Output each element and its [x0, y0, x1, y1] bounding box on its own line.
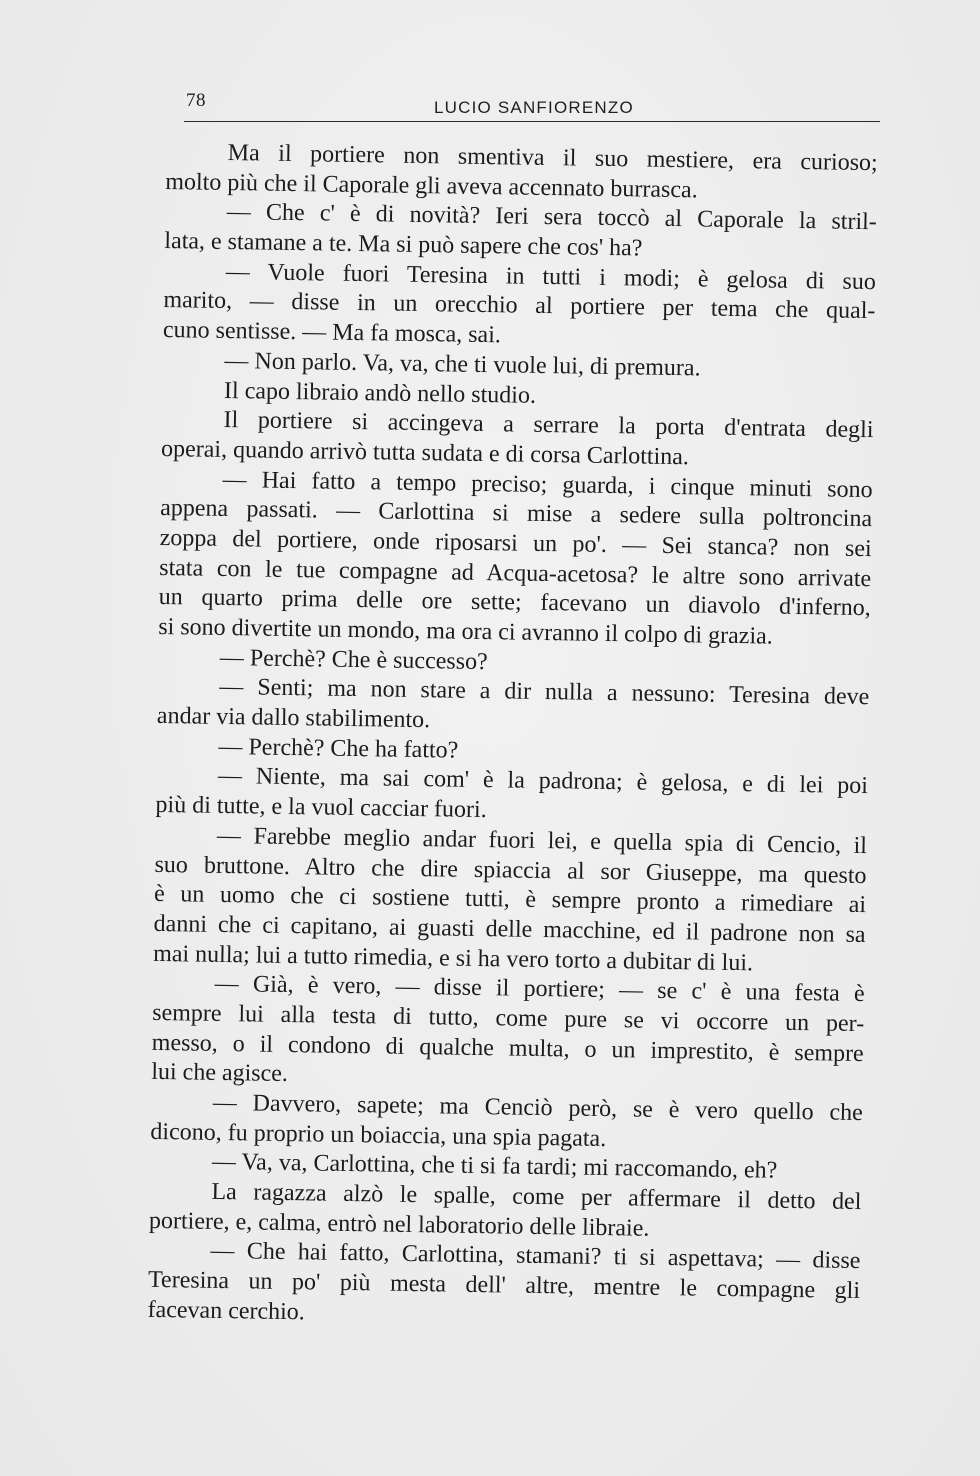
text-line: — Che c' è di novità? Ieri sera toccò al Caporale la stril-: [226, 199, 877, 236]
paragraph: [155, 761, 868, 832]
page-number: 78: [186, 90, 206, 111]
page-header: [184, 88, 880, 118]
paragraph: [147, 1236, 860, 1336]
text-line: — Già, è vero, — disse il portiere; — se c' è una festa è: [214, 971, 865, 1008]
text-line: più di tutte, e la vuol cacciar fuori.: [155, 792, 487, 824]
text-line: suo bruttone. Altro che dire spiaccia al sor Giuseppe, ma questo: [154, 851, 867, 889]
text-line: sempre lui alla testa di tutto, come pure se vi occorre un per-: [152, 999, 865, 1038]
text-line: facevan cerchio.: [147, 1296, 305, 1326]
text-line: — Farebbe meglio andar fuori lei, e quella spia di Cencio, il: [216, 822, 868, 859]
paragraph: [151, 969, 865, 1099]
text-line: — Vuole fuori Teresina in tutti i modi; è gelosa di suo: [225, 258, 877, 295]
text-line: Il capo libraio andò nello studio.: [223, 377, 537, 409]
text-line: danni che ci capitano, ai guasti delle macchine, ed il padrone non sa: [153, 910, 866, 948]
text-line: cuno sentisse. — Ma fa mosca, sai.: [162, 317, 502, 349]
header-rule: [184, 121, 880, 122]
running-head: LUCIO SANFIORENZO: [434, 98, 634, 117]
text-line: — Hai fatto a tempo preciso; guarda, i cinque minuti sono: [222, 466, 873, 503]
body-text: [147, 138, 878, 1337]
text-line: marito, — disse in un orecchio al portiere per tema che qual-: [163, 287, 876, 325]
paragraph: [150, 1088, 863, 1159]
paragraph: [163, 257, 876, 357]
text-line: — Senti; ma non stare a dir nulla a nessuno: Teresina deve: [219, 674, 870, 711]
text-line: Teresina un po' più mesta dell' altre, mentre le compagne gli: [147, 1266, 861, 1305]
text-line: — Che hai fatto, Carlottina, stamani? ti si aspettava; — disse: [210, 1238, 861, 1275]
text-line: operai, quando arrivò tutta sudata e di corsa Carlottina.: [160, 435, 690, 471]
text-line: lui che agisce.: [151, 1059, 289, 1088]
text-line: — Va, va, Carlottina, che ti si fa tardi; mi raccomando, eh?: [211, 1149, 778, 1185]
text-line: Il portiere si accingeva a serrare la porta d'entrata degli: [223, 407, 874, 444]
paragraph: [157, 672, 870, 743]
paragraph: [165, 138, 878, 209]
text-line: zoppa del portiere, onde riposarsi un po'. — Sei stanca? non sei: [159, 524, 872, 563]
paragraph: [153, 821, 867, 981]
text-line: un quarto prima delle ore sette; facevano un diavolo d'inferno,: [158, 584, 871, 622]
text-line: Ma il portiere non smentiva il suo mestiere, era curioso;: [227, 139, 878, 177]
text-line: si sono divertite un mondo, ma ora ci avranno il colpo di grazia.: [158, 613, 773, 650]
text-line: molto più che il Caporale gli aveva accennato burrasca.: [165, 168, 698, 204]
text-line: — Perchè? Che è successo?: [219, 644, 488, 675]
paragraph: [164, 197, 877, 268]
text-line: andar via dallo stabilimento.: [156, 702, 431, 734]
text-line: lata, e stamane a te. Ma si può sapere che cos' ha?: [164, 228, 643, 262]
paragraph: [149, 1177, 862, 1248]
paragraph: [161, 405, 874, 476]
text-line: portiere, e, calma, entrò nel laboratorio delle libraie.: [148, 1207, 650, 1242]
text-line: — Non parlo. Va, va, che ti vuole lui, di premura.: [224, 347, 701, 382]
text-line: — Davvero, sapete; ma Cenciò però, se è vero quello che: [212, 1089, 863, 1127]
text-line: mai nulla; lui a tutto rimedia, e si ha vero torto a dubitar di lui.: [152, 940, 754, 976]
text-line: è un uomo che ci sostiene tutti, è sempre pronto a rimediare ai: [153, 881, 867, 919]
text-line: appena passati. — Carlottina si mise a sedere sulla poltroncina: [159, 495, 873, 533]
paragraph: [158, 465, 873, 654]
text-line: — Niente, ma sai com' è la padrona; è gelosa, e di lei poi: [217, 763, 869, 800]
text-line: messo, o il condono di qualche multa, o un imprestito, è sempre: [151, 1029, 864, 1067]
text-line: La ragazza alzò le spalle, come per affermare il detto del: [211, 1178, 862, 1216]
text-line: stata con le tue compagne ad Acqua-acetosa? le altre sono arrivate: [159, 554, 872, 592]
text-line: — Perchè? Che ha fatto?: [218, 733, 459, 764]
text-line: dicono, fu proprio un boiaccia, una spia pagata.: [150, 1118, 607, 1152]
